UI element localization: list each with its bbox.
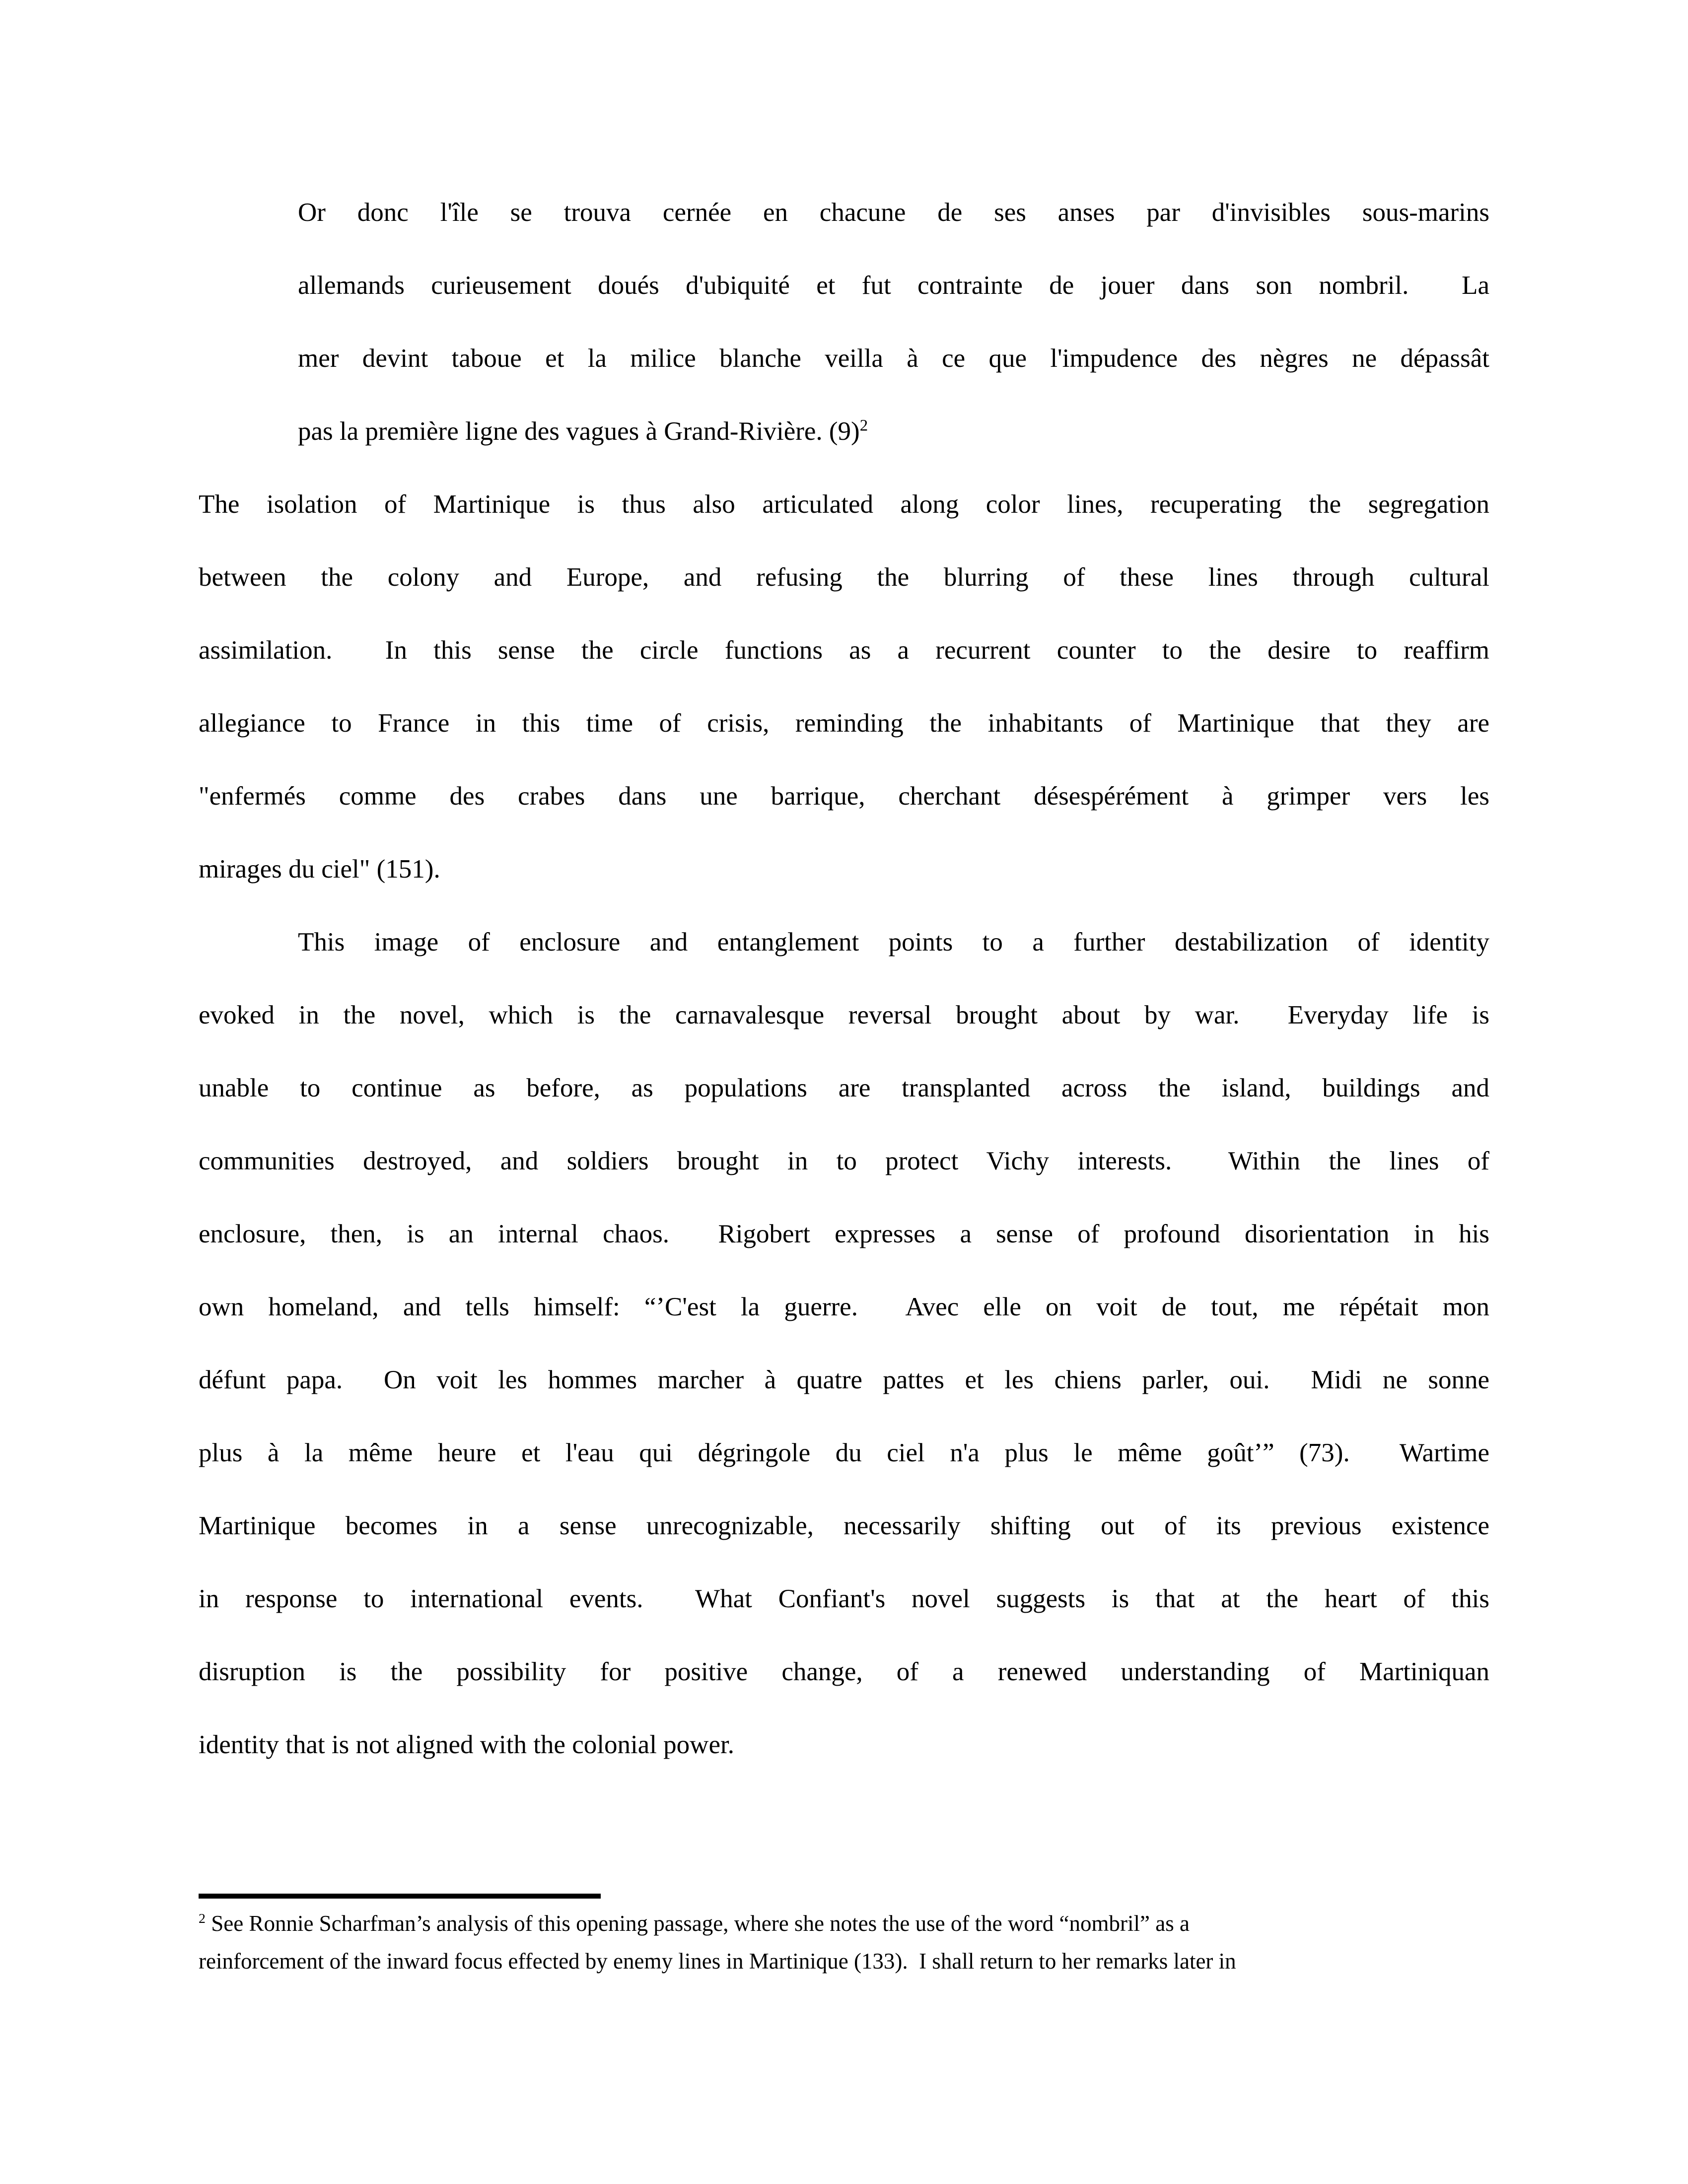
body-line: communities destroyed, and soldiers brought in to protect Vichy interests. Within the lines of [199,1147,1489,1175]
footnote-separator-rule [199,1894,601,1899]
body-line: in response to international events. What Confiant's novel suggests is that at the heart of this [199,1584,1489,1613]
body-line: own homeland, and tells himself: “’C'est la guerre. Avec elle on voit de tout, me répétait mon [199,1293,1489,1321]
quote-line: allemands curieusement doués d'ubiquité et fut contrainte de jouer dans son nombril. La [298,271,1489,300]
footnote-line: reinforcement of the inward focus effected by enemy lines in Martinique (133). I shall return to her remarks later in [199,1949,1236,1974]
body-line-last: identity that is not aligned with the colonial power. [199,1730,734,1759]
body-line: "enfermés comme des crabes dans une barrique, cherchant désespérément à grimper vers les [199,782,1489,811]
body-line: assimilation. In this sense the circle functions as a recurrent counter to the desire to reaffirm [199,636,1489,665]
quote-line: Or donc l'île se trouva cernée en chacune de ses anses par d'invisibles sous-marins [298,198,1489,227]
body-line: unable to continue as before, as populations are transplanted across the island, buildings and [199,1074,1489,1102]
body-line: défunt papa. On voit les hommes marcher à quatre pattes et les chiens parler, oui. Midi ne sonne [199,1365,1489,1394]
body-line: enclosure, then, is an internal chaos. Rigobert expresses a sense of profound disorientation in his [199,1220,1489,1248]
footnote-marker: 2 [199,1911,206,1926]
footnote-reference: 2 [859,416,868,435]
main-text [199,176,1489,1781]
body-line: Martinique becomes in a sense unrecognizable, necessarily shifting out of its previous existence [199,1511,1489,1540]
quote-line-last [298,395,1489,468]
block-quote [298,176,1489,468]
footnote-area [199,1894,1489,1980]
paragraph-2 [199,906,1489,1781]
body-line: evoked in the novel, which is the carnavalesque reversal brought about by war. Everyday life is [199,1001,1489,1029]
quote-citation-text: pas la première ligne des vagues à Grand-Rivière. (9) [298,417,860,446]
body-line-last: mirages du ciel" (151). [199,855,440,884]
quote-line: mer devint taboue et la milice blanche veilla à ce que l'impudence des nègres ne dépassât [298,344,1489,373]
body-line: The isolation of Martinique is thus also articulated along color lines, recuperating the segregation [199,490,1489,519]
body-line: plus à la même heure et l'eau qui dégringole du ciel n'a plus le même goût’” (73). Wartime [199,1438,1489,1467]
paragraph-1 [199,468,1489,906]
body-line-first: This image of enclosure and entanglement points to a further destabilization of identity [298,928,1489,956]
body-line: allegiance to France in this time of crisis, reminding the inhabitants of Martinique that they are [199,709,1489,738]
body-line: disruption is the possibility for positive change, of a renewed understanding of Martiniquan [199,1657,1489,1686]
body-line: between the colony and Europe, and refusing the blurring of these lines through cultural [199,563,1489,592]
footnote-text: See Ronnie Scharfman’s analysis of this opening passage, where she notes the use of the word “nombril” as a [211,1911,1190,1936]
footnote-line [199,1905,1489,1942]
